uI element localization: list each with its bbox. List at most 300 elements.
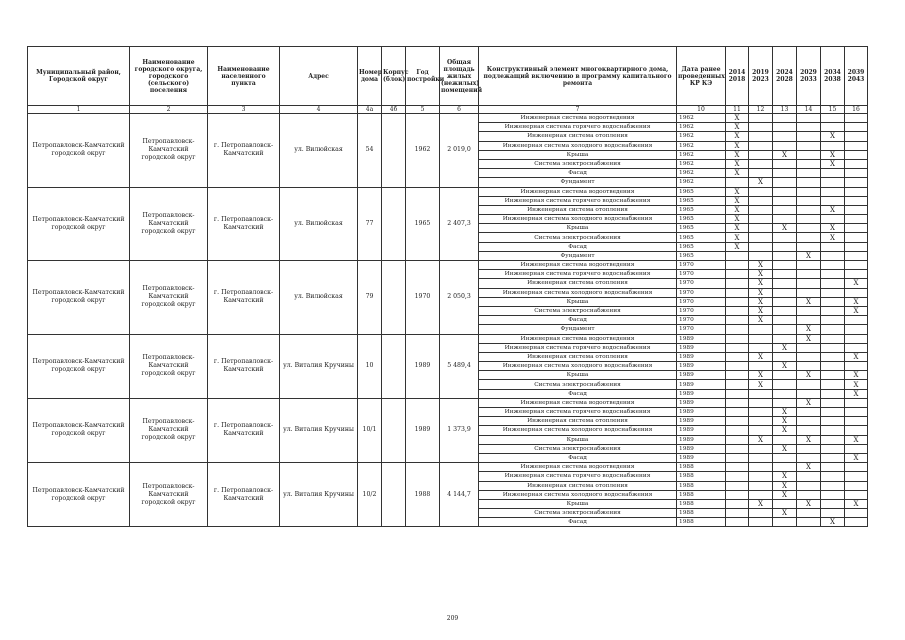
period-mark-cell: X bbox=[726, 132, 749, 141]
period-mark-cell bbox=[749, 114, 773, 123]
period-mark-cell bbox=[773, 352, 797, 361]
repair-date-cell: 1962 bbox=[677, 123, 726, 132]
period-mark-cell bbox=[845, 518, 868, 527]
column-number-row bbox=[28, 106, 868, 114]
period-mark-cell bbox=[773, 132, 797, 141]
period-mark-cell: X bbox=[845, 499, 868, 508]
period-mark-cell bbox=[821, 316, 845, 325]
period-mark-cell bbox=[726, 261, 749, 270]
period-mark-cell bbox=[773, 215, 797, 224]
element-name-cell: Фундамент bbox=[479, 325, 677, 334]
period-mark-cell bbox=[749, 196, 773, 205]
period-mark-cell: X bbox=[797, 398, 821, 407]
repair-date-cell: 1962 bbox=[677, 150, 726, 159]
period-mark-cell bbox=[773, 306, 797, 315]
element-name-cell: Инженерная система отопления bbox=[479, 279, 677, 288]
element-name-cell: Крыша bbox=[479, 150, 677, 159]
element-name-cell: Инженерная система водоотведения bbox=[479, 398, 677, 407]
address-cell: ул. Вилюйская bbox=[280, 187, 358, 261]
element-name-cell: Инженерная система водоотведения bbox=[479, 463, 677, 472]
period-mark-cell bbox=[726, 306, 749, 315]
period-mark-cell bbox=[821, 343, 845, 352]
period-mark-cell bbox=[773, 205, 797, 214]
period-mark-cell bbox=[749, 417, 773, 426]
period-mark-cell bbox=[749, 205, 773, 214]
period-mark-cell bbox=[726, 444, 749, 453]
period-mark-cell bbox=[797, 518, 821, 527]
period-mark-cell bbox=[749, 518, 773, 527]
table-row bbox=[28, 261, 868, 270]
period-mark-cell bbox=[821, 306, 845, 315]
repair-date-cell: 1988 bbox=[677, 463, 726, 472]
repair-date-cell: 1988 bbox=[677, 481, 726, 490]
header-period: 2019 2023 bbox=[749, 47, 773, 106]
period-mark-cell bbox=[773, 453, 797, 462]
column-number: 1 bbox=[28, 106, 130, 114]
period-mark-cell: X bbox=[726, 187, 749, 196]
period-mark-cell bbox=[797, 380, 821, 389]
period-mark-cell bbox=[845, 472, 868, 481]
year-built-cell: 1989 bbox=[406, 398, 440, 462]
period-mark-cell bbox=[773, 463, 797, 472]
period-mark-cell bbox=[845, 141, 868, 150]
period-mark-cell bbox=[845, 196, 868, 205]
period-mark-cell bbox=[797, 362, 821, 371]
element-name-cell: Система электроснабжения bbox=[479, 306, 677, 315]
period-mark-cell bbox=[821, 169, 845, 178]
element-name-cell: Инженерная система холодного водоснабжения bbox=[479, 490, 677, 499]
period-mark-cell bbox=[749, 150, 773, 159]
element-name-cell: Инженерная система горячего водоснабжения bbox=[479, 123, 677, 132]
period-mark-cell: X bbox=[821, 205, 845, 214]
period-mark-cell bbox=[773, 261, 797, 270]
element-name-cell: Система электроснабжения bbox=[479, 159, 677, 168]
column-number: 7 bbox=[479, 106, 677, 114]
period-mark-cell bbox=[726, 343, 749, 352]
period-mark-cell: X bbox=[773, 417, 797, 426]
element-name-cell: Фундамент bbox=[479, 251, 677, 260]
period-mark-cell: X bbox=[726, 233, 749, 242]
header-address: Адрес bbox=[280, 47, 358, 106]
column-number: 2 bbox=[130, 106, 208, 114]
period-mark-cell bbox=[821, 499, 845, 508]
period-mark-cell bbox=[821, 435, 845, 444]
municipality-cell: Петропавловск-Камчатский городской округ bbox=[28, 114, 130, 188]
element-name-cell: Инженерная система водоотведения bbox=[479, 334, 677, 343]
period-mark-cell bbox=[726, 518, 749, 527]
element-name-cell: Фасад bbox=[479, 453, 677, 462]
period-mark-cell bbox=[726, 481, 749, 490]
period-mark-cell bbox=[726, 316, 749, 325]
table-body bbox=[28, 114, 868, 527]
column-number: 15 bbox=[821, 106, 845, 114]
period-mark-cell bbox=[726, 453, 749, 462]
period-mark-cell: X bbox=[726, 169, 749, 178]
municipality-cell: Петропавловск-Камчатский городской округ bbox=[28, 187, 130, 261]
element-name-cell: Инженерная система водоотведения bbox=[479, 187, 677, 196]
period-mark-cell bbox=[845, 444, 868, 453]
municipality-cell: Петропавловск-Камчатский городской округ bbox=[28, 463, 130, 527]
period-mark-cell bbox=[845, 150, 868, 159]
year-built-cell: 1962 bbox=[406, 114, 440, 188]
header-municipality: Муниципальный район, Городской округ bbox=[28, 47, 130, 106]
period-mark-cell: X bbox=[821, 132, 845, 141]
period-mark-cell bbox=[845, 187, 868, 196]
element-name-cell: Инженерная система отопления bbox=[479, 352, 677, 361]
element-name-cell: Фасад bbox=[479, 518, 677, 527]
repair-date-cell: 1988 bbox=[677, 509, 726, 518]
period-mark-cell bbox=[749, 408, 773, 417]
period-mark-cell: X bbox=[749, 288, 773, 297]
header-block: Корпус (блок) bbox=[382, 47, 406, 106]
period-mark-cell bbox=[726, 389, 749, 398]
period-mark-cell bbox=[749, 398, 773, 407]
period-mark-cell bbox=[821, 453, 845, 462]
block-cell bbox=[382, 398, 406, 462]
period-mark-cell bbox=[797, 343, 821, 352]
period-mark-cell bbox=[821, 426, 845, 435]
element-name-cell: Система электроснабжения bbox=[479, 380, 677, 389]
period-mark-cell bbox=[726, 325, 749, 334]
table-row bbox=[28, 463, 868, 472]
repair-date-cell: 1970 bbox=[677, 316, 726, 325]
period-mark-cell: X bbox=[773, 426, 797, 435]
period-mark-cell bbox=[821, 417, 845, 426]
period-mark-cell: X bbox=[749, 435, 773, 444]
repair-date-cell: 1989 bbox=[677, 444, 726, 453]
repair-date-cell: 1989 bbox=[677, 435, 726, 444]
period-mark-cell: X bbox=[845, 297, 868, 306]
period-mark-cell bbox=[797, 159, 821, 168]
period-mark-cell bbox=[797, 352, 821, 361]
period-mark-cell: X bbox=[726, 224, 749, 233]
period-mark-cell: X bbox=[773, 408, 797, 417]
block-cell bbox=[382, 463, 406, 527]
table-row bbox=[28, 114, 868, 123]
period-mark-cell bbox=[749, 169, 773, 178]
element-name-cell: Крыша bbox=[479, 435, 677, 444]
period-mark-cell bbox=[797, 187, 821, 196]
period-mark-cell bbox=[821, 114, 845, 123]
repair-date-cell: 1970 bbox=[677, 306, 726, 315]
period-mark-cell bbox=[821, 242, 845, 251]
period-mark-cell bbox=[821, 481, 845, 490]
period-mark-cell bbox=[845, 490, 868, 499]
period-mark-cell: X bbox=[726, 141, 749, 150]
period-mark-cell: X bbox=[726, 159, 749, 168]
period-mark-cell bbox=[773, 288, 797, 297]
period-mark-cell: X bbox=[749, 380, 773, 389]
element-name-cell: Фундамент bbox=[479, 178, 677, 187]
period-mark-cell: X bbox=[845, 306, 868, 315]
period-mark-cell: X bbox=[821, 233, 845, 242]
repair-date-cell: 1989 bbox=[677, 352, 726, 361]
period-mark-cell bbox=[749, 509, 773, 518]
element-name-cell: Инженерная система холодного водоснабжения bbox=[479, 141, 677, 150]
column-number: 10 bbox=[677, 106, 726, 114]
header-locality: Наименование населенного пункта bbox=[208, 47, 280, 106]
period-mark-cell bbox=[845, 408, 868, 417]
period-mark-cell bbox=[845, 261, 868, 270]
repair-date-cell: 1989 bbox=[677, 371, 726, 380]
repair-date-cell: 1989 bbox=[677, 398, 726, 407]
period-mark-cell bbox=[773, 325, 797, 334]
period-mark-cell: X bbox=[773, 481, 797, 490]
period-mark-cell bbox=[797, 215, 821, 224]
period-mark-cell bbox=[726, 380, 749, 389]
period-mark-cell bbox=[797, 490, 821, 499]
period-mark-cell bbox=[749, 362, 773, 371]
table-row bbox=[28, 398, 868, 407]
period-mark-cell bbox=[773, 141, 797, 150]
period-mark-cell bbox=[726, 270, 749, 279]
period-mark-cell bbox=[821, 196, 845, 205]
column-number: 14 bbox=[797, 106, 821, 114]
house-number-cell: 77 bbox=[358, 187, 382, 261]
element-name-cell: Инженерная система горячего водоснабжения bbox=[479, 270, 677, 279]
house-number-cell: 79 bbox=[358, 261, 382, 335]
period-mark-cell bbox=[845, 426, 868, 435]
repair-date-cell: 1970 bbox=[677, 288, 726, 297]
element-name-cell: Инженерная система отопления bbox=[479, 205, 677, 214]
period-mark-cell bbox=[821, 279, 845, 288]
period-mark-cell bbox=[726, 417, 749, 426]
period-mark-cell bbox=[749, 132, 773, 141]
period-mark-cell bbox=[821, 297, 845, 306]
period-mark-cell bbox=[749, 343, 773, 352]
period-mark-cell bbox=[726, 408, 749, 417]
period-mark-cell bbox=[797, 205, 821, 214]
settlement-cell: Петропавловск-Камчатский городской округ bbox=[130, 334, 208, 398]
period-mark-cell bbox=[845, 343, 868, 352]
period-mark-cell: X bbox=[797, 463, 821, 472]
repair-date-cell: 1989 bbox=[677, 362, 726, 371]
element-name-cell: Инженерная система горячего водоснабжения bbox=[479, 472, 677, 481]
period-mark-cell: X bbox=[821, 150, 845, 159]
house-number-cell: 10 bbox=[358, 334, 382, 398]
period-mark-cell bbox=[749, 187, 773, 196]
period-mark-cell bbox=[821, 123, 845, 132]
period-mark-cell bbox=[797, 288, 821, 297]
period-mark-cell bbox=[845, 270, 868, 279]
period-mark-cell: X bbox=[773, 490, 797, 499]
header-row bbox=[28, 47, 868, 106]
period-mark-cell: X bbox=[845, 453, 868, 462]
area-cell: 5 489,4 bbox=[440, 334, 479, 398]
period-mark-cell bbox=[749, 141, 773, 150]
municipality-cell: Петропавловск-Камчатский городской округ bbox=[28, 334, 130, 398]
address-cell: ул. Вилюйская bbox=[280, 261, 358, 335]
period-mark-cell bbox=[726, 426, 749, 435]
table-row bbox=[28, 187, 868, 196]
element-name-cell: Инженерная система холодного водоснабжения bbox=[479, 215, 677, 224]
period-mark-cell: X bbox=[797, 371, 821, 380]
period-mark-cell bbox=[797, 408, 821, 417]
period-mark-cell bbox=[749, 453, 773, 462]
period-mark-cell bbox=[845, 169, 868, 178]
period-mark-cell bbox=[773, 169, 797, 178]
header-period: 2029 2033 bbox=[797, 47, 821, 106]
period-mark-cell bbox=[773, 159, 797, 168]
period-mark-cell bbox=[773, 499, 797, 508]
element-name-cell: Фасад bbox=[479, 389, 677, 398]
period-mark-cell bbox=[749, 481, 773, 490]
period-mark-cell bbox=[845, 417, 868, 426]
header-period: 2014 2018 bbox=[726, 47, 749, 106]
period-mark-cell bbox=[773, 270, 797, 279]
period-mark-cell bbox=[773, 114, 797, 123]
period-mark-cell: X bbox=[797, 297, 821, 306]
period-mark-cell: X bbox=[845, 380, 868, 389]
element-name-cell: Фасад bbox=[479, 169, 677, 178]
house-number-cell: 10/1 bbox=[358, 398, 382, 462]
header-previous-repair-date: Дата ранее проведенных КР КЭ bbox=[677, 47, 726, 106]
period-mark-cell bbox=[773, 398, 797, 407]
period-mark-cell bbox=[749, 251, 773, 260]
period-mark-cell bbox=[821, 362, 845, 371]
period-mark-cell bbox=[821, 444, 845, 453]
element-name-cell: Инженерная система отопления bbox=[479, 481, 677, 490]
period-mark-cell bbox=[845, 481, 868, 490]
period-mark-cell bbox=[773, 334, 797, 343]
house-number-cell: 54 bbox=[358, 114, 382, 188]
repair-date-cell: 1965 bbox=[677, 196, 726, 205]
repair-date-cell: 1989 bbox=[677, 389, 726, 398]
period-mark-cell bbox=[845, 123, 868, 132]
period-mark-cell bbox=[845, 132, 868, 141]
period-mark-cell bbox=[821, 334, 845, 343]
period-mark-cell: X bbox=[797, 334, 821, 343]
period-mark-cell bbox=[821, 352, 845, 361]
page-number: 209 bbox=[446, 615, 459, 622]
period-mark-cell bbox=[845, 251, 868, 260]
period-mark-cell: X bbox=[773, 224, 797, 233]
element-name-cell: Инженерная система водоотведения bbox=[479, 114, 677, 123]
house-number-cell: 10/2 bbox=[358, 463, 382, 527]
address-cell: ул. Виталия Кручины bbox=[280, 463, 358, 527]
column-number: 6 bbox=[440, 106, 479, 114]
repair-date-cell: 1965 bbox=[677, 215, 726, 224]
repair-date-cell: 1970 bbox=[677, 270, 726, 279]
period-mark-cell bbox=[797, 270, 821, 279]
period-mark-cell bbox=[797, 224, 821, 233]
settlement-cell: Петропавловск-Камчатский городской округ bbox=[130, 261, 208, 335]
element-name-cell: Инженерная система отопления bbox=[479, 132, 677, 141]
period-mark-cell: X bbox=[749, 279, 773, 288]
area-cell: 2 050,3 bbox=[440, 261, 479, 335]
element-name-cell: Фасад bbox=[479, 316, 677, 325]
period-mark-cell bbox=[797, 132, 821, 141]
locality-cell: г. Петропавловск-Камчатский bbox=[208, 398, 280, 462]
address-cell: ул. Виталия Кручины bbox=[280, 398, 358, 462]
period-mark-cell: X bbox=[821, 518, 845, 527]
repair-date-cell: 1989 bbox=[677, 380, 726, 389]
period-mark-cell bbox=[726, 334, 749, 343]
repair-date-cell: 1989 bbox=[677, 417, 726, 426]
period-mark-cell: X bbox=[726, 150, 749, 159]
municipality-cell: Петропавловск-Камчатский городской округ bbox=[28, 398, 130, 462]
period-mark-cell: X bbox=[726, 196, 749, 205]
element-name-cell: Инженерная система горячего водоснабжения bbox=[479, 408, 677, 417]
repair-date-cell: 1962 bbox=[677, 141, 726, 150]
period-mark-cell bbox=[773, 435, 797, 444]
period-mark-cell: X bbox=[726, 123, 749, 132]
period-mark-cell bbox=[726, 362, 749, 371]
repair-date-cell: 1962 bbox=[677, 132, 726, 141]
period-mark-cell bbox=[821, 389, 845, 398]
settlement-cell: Петропавловск-Камчатский городской округ bbox=[130, 114, 208, 188]
period-mark-cell bbox=[797, 389, 821, 398]
period-mark-cell: X bbox=[845, 371, 868, 380]
block-cell bbox=[382, 334, 406, 398]
period-mark-cell bbox=[773, 389, 797, 398]
period-mark-cell bbox=[797, 316, 821, 325]
period-mark-cell: X bbox=[797, 251, 821, 260]
repair-date-cell: 1989 bbox=[677, 408, 726, 417]
column-number: 13 bbox=[773, 106, 797, 114]
period-mark-cell bbox=[773, 316, 797, 325]
period-mark-cell bbox=[749, 463, 773, 472]
column-number: 4 bbox=[280, 106, 358, 114]
repair-date-cell: 1970 bbox=[677, 279, 726, 288]
element-name-cell: Инженерная система холодного водоснабжения bbox=[479, 362, 677, 371]
block-cell bbox=[382, 114, 406, 188]
period-mark-cell bbox=[726, 352, 749, 361]
locality-cell: г. Петропавловск-Камчатский bbox=[208, 463, 280, 527]
area-cell: 2 019,0 bbox=[440, 114, 479, 188]
period-mark-cell bbox=[773, 187, 797, 196]
period-mark-cell bbox=[749, 325, 773, 334]
period-mark-cell bbox=[797, 306, 821, 315]
period-mark-cell: X bbox=[749, 316, 773, 325]
period-mark-cell bbox=[821, 141, 845, 150]
period-mark-cell bbox=[821, 371, 845, 380]
period-mark-cell bbox=[773, 242, 797, 251]
column-number: 3 bbox=[208, 106, 280, 114]
period-mark-cell bbox=[821, 288, 845, 297]
column-number: 11 bbox=[726, 106, 749, 114]
period-mark-cell bbox=[726, 288, 749, 297]
repair-date-cell: 1962 bbox=[677, 159, 726, 168]
column-number: 5 bbox=[406, 106, 440, 114]
period-mark-cell bbox=[797, 472, 821, 481]
period-mark-cell bbox=[845, 398, 868, 407]
element-name-cell: Инженерная система холодного водоснабжения bbox=[479, 426, 677, 435]
period-mark-cell bbox=[845, 224, 868, 233]
period-mark-cell: X bbox=[797, 499, 821, 508]
header-structural-element: Конструктивный элемент многоквартирного дома, подлежащий включению в программу капитального ремонта bbox=[479, 47, 677, 106]
period-mark-cell bbox=[726, 499, 749, 508]
repair-date-cell: 1965 bbox=[677, 242, 726, 251]
period-mark-cell bbox=[773, 371, 797, 380]
period-mark-cell bbox=[821, 261, 845, 270]
period-mark-cell bbox=[845, 114, 868, 123]
period-mark-cell bbox=[749, 233, 773, 242]
period-mark-cell bbox=[726, 371, 749, 380]
period-mark-cell: X bbox=[749, 306, 773, 315]
period-mark-cell bbox=[845, 463, 868, 472]
repair-date-cell: 1962 bbox=[677, 114, 726, 123]
period-mark-cell bbox=[845, 159, 868, 168]
period-mark-cell bbox=[773, 251, 797, 260]
period-mark-cell bbox=[726, 279, 749, 288]
period-mark-cell: X bbox=[749, 178, 773, 187]
period-mark-cell: X bbox=[749, 270, 773, 279]
header-period: 2034 2038 bbox=[821, 47, 845, 106]
period-mark-cell: X bbox=[845, 389, 868, 398]
repair-date-cell: 1965 bbox=[677, 224, 726, 233]
period-mark-cell bbox=[749, 389, 773, 398]
